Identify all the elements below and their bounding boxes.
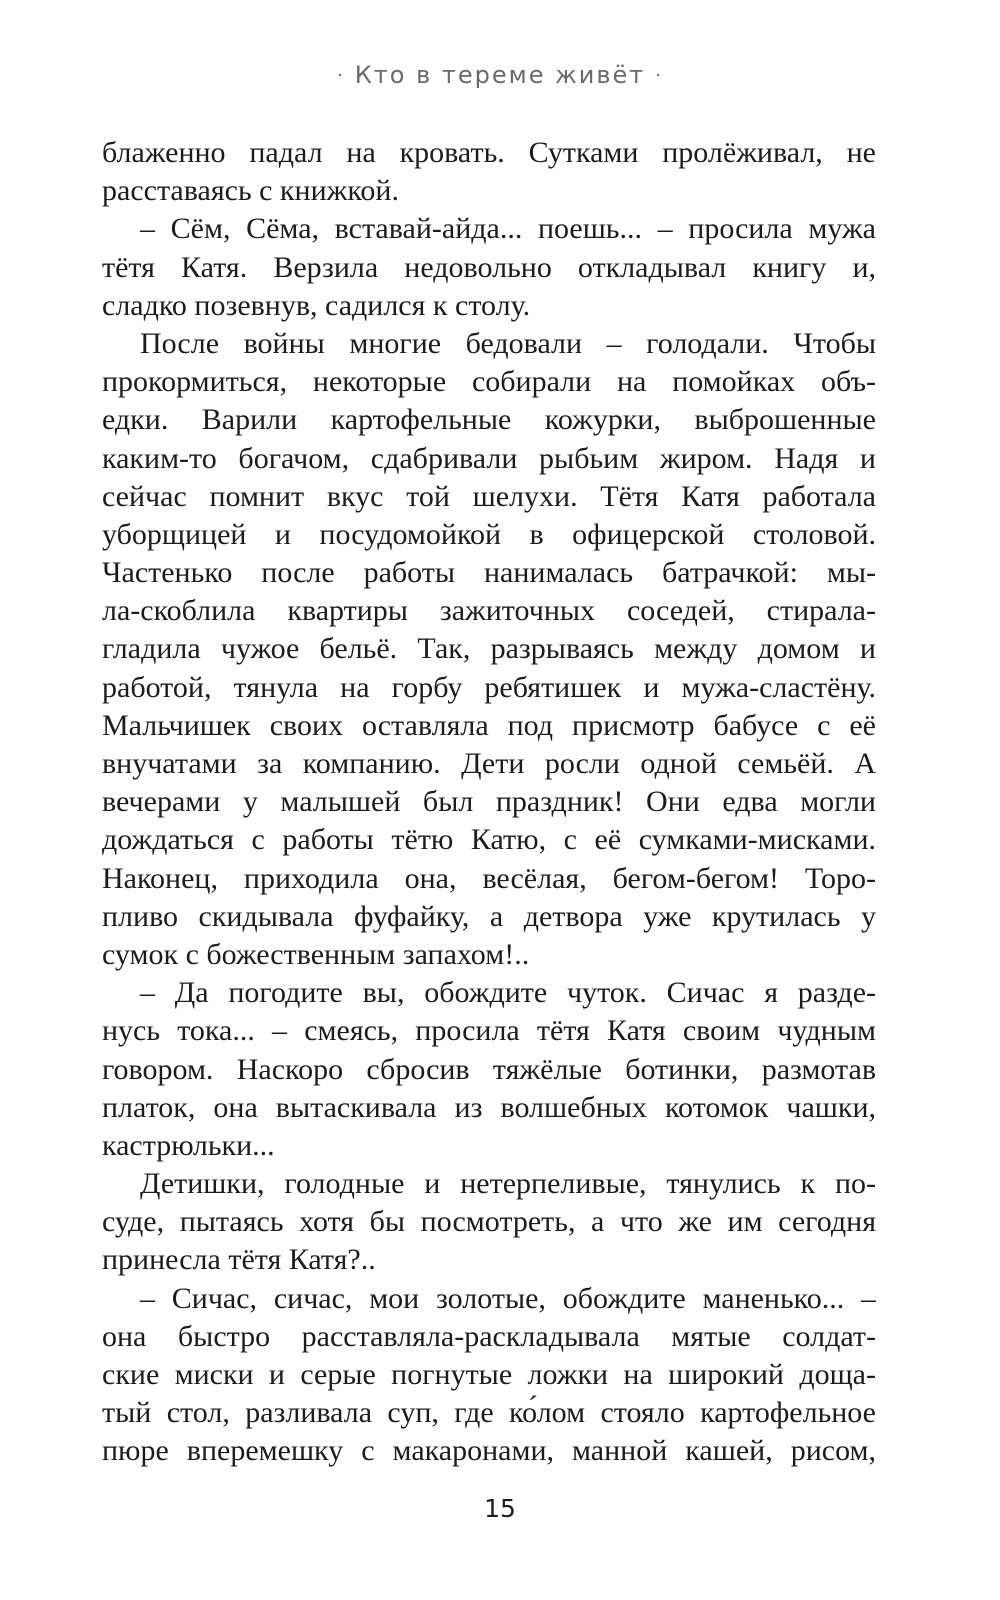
text-line: кастрюльки... (102, 1128, 275, 1162)
text-line: – Сичас, сичас, мои золотые, обождите маненько... – (140, 1281, 876, 1315)
text-line: работой, тянула на горбу ребятишек и мужа-сластёну. (102, 670, 876, 704)
text-line: сейчас помнит вкус той шелухи. Тётя Катя работала (102, 479, 876, 513)
text-line: едки. Варили картофельные кожурки, выброшенные (102, 403, 876, 437)
text-line: пюре вперемешку с макаронами, манной кашей, рисом, (102, 1434, 876, 1468)
text-line: пливо скидывала фуфайку, а детвора уже крутилась у (102, 899, 876, 933)
text-line: нусь тока... – смеясь, просила тётя Катя своим чудным (102, 1014, 876, 1048)
text-line: тый стол, разливала суп, где ко́лом стояло картофельное (102, 1396, 876, 1430)
text-line: расставаясь с книжкой. (102, 174, 399, 208)
running-head (0, 58, 1000, 93)
text-line: вечерами у малышей был праздник! Они едва могли (102, 785, 876, 819)
text-line: Мальчишек своих оставляла под присмотр бабусе с её (102, 708, 876, 742)
text-line: говором. Наскоро сбросив тяжёлые ботинки, размотав (102, 1052, 876, 1086)
running-head-title: Кто в тереме живёт (354, 61, 646, 89)
text-line: – Да погодите вы, обождите чуток. Сичас я разде- (140, 976, 876, 1010)
text-line: внучатами за компанию. Дети росли одной семьёй. А (102, 747, 876, 780)
text-line: дождаться с работы тётю Катю, с её сумками-мисками. (102, 823, 876, 857)
text-line: ские миски и серые погнутые ложки на широкий доща- (102, 1358, 876, 1391)
text-line: – Сём, Сёма, вставай-айда... поешь... – просила мужа (140, 212, 876, 246)
body-text (102, 134, 876, 1471)
running-head-dot-right: · (655, 65, 663, 86)
text-line: принесла тётя Катя?.. (102, 1243, 376, 1277)
text-line: уборщицей и посудомойкой в офицерской столовой. (102, 517, 876, 551)
text-line: она быстро расставляла-раскладывала мятые солдат- (102, 1319, 876, 1353)
text-line: платок, она вытаскивала из волшебных котомок чашки, (102, 1090, 876, 1124)
text-line: После войны многие бедовали – голодали. Чтобы (140, 326, 876, 360)
text-line: Частенько после работы нанималась батрачкой: мы- (102, 556, 876, 590)
text-line: гладила чужое бельё. Так, разрываясь между домом и (102, 632, 876, 666)
text-line: тётя Катя. Верзила недовольно откладывал книгу и, (102, 250, 876, 284)
page-number: 15 (484, 1494, 516, 1523)
text-line: сладко позевнув, садился к столу. (102, 288, 531, 322)
text-line: сумок с божественным запахом!.. (102, 937, 530, 971)
running-head-dot-left: · (337, 65, 345, 86)
text-line: Детишки, голодные и нетерпеливые, тянулись к по- (140, 1167, 876, 1201)
text-line: прокормиться, некоторые собирали на помойках объ- (102, 365, 876, 399)
text-line: Наконец, приходила она, весёлая, бегом-бегом! Торо- (102, 861, 876, 895)
text-line: блаженно падал на кровать. Сутками пролёживал, не (102, 136, 876, 169)
text-line: суде, пытаясь хотя бы посмотреть, а что же им сегодня (102, 1205, 876, 1239)
text-line: ла-скоблила квартиры зажиточных соседей, стирала- (102, 594, 876, 628)
text-line: каким-то богачом, сдабривали рыбьим жиром. Надя и (102, 441, 876, 475)
